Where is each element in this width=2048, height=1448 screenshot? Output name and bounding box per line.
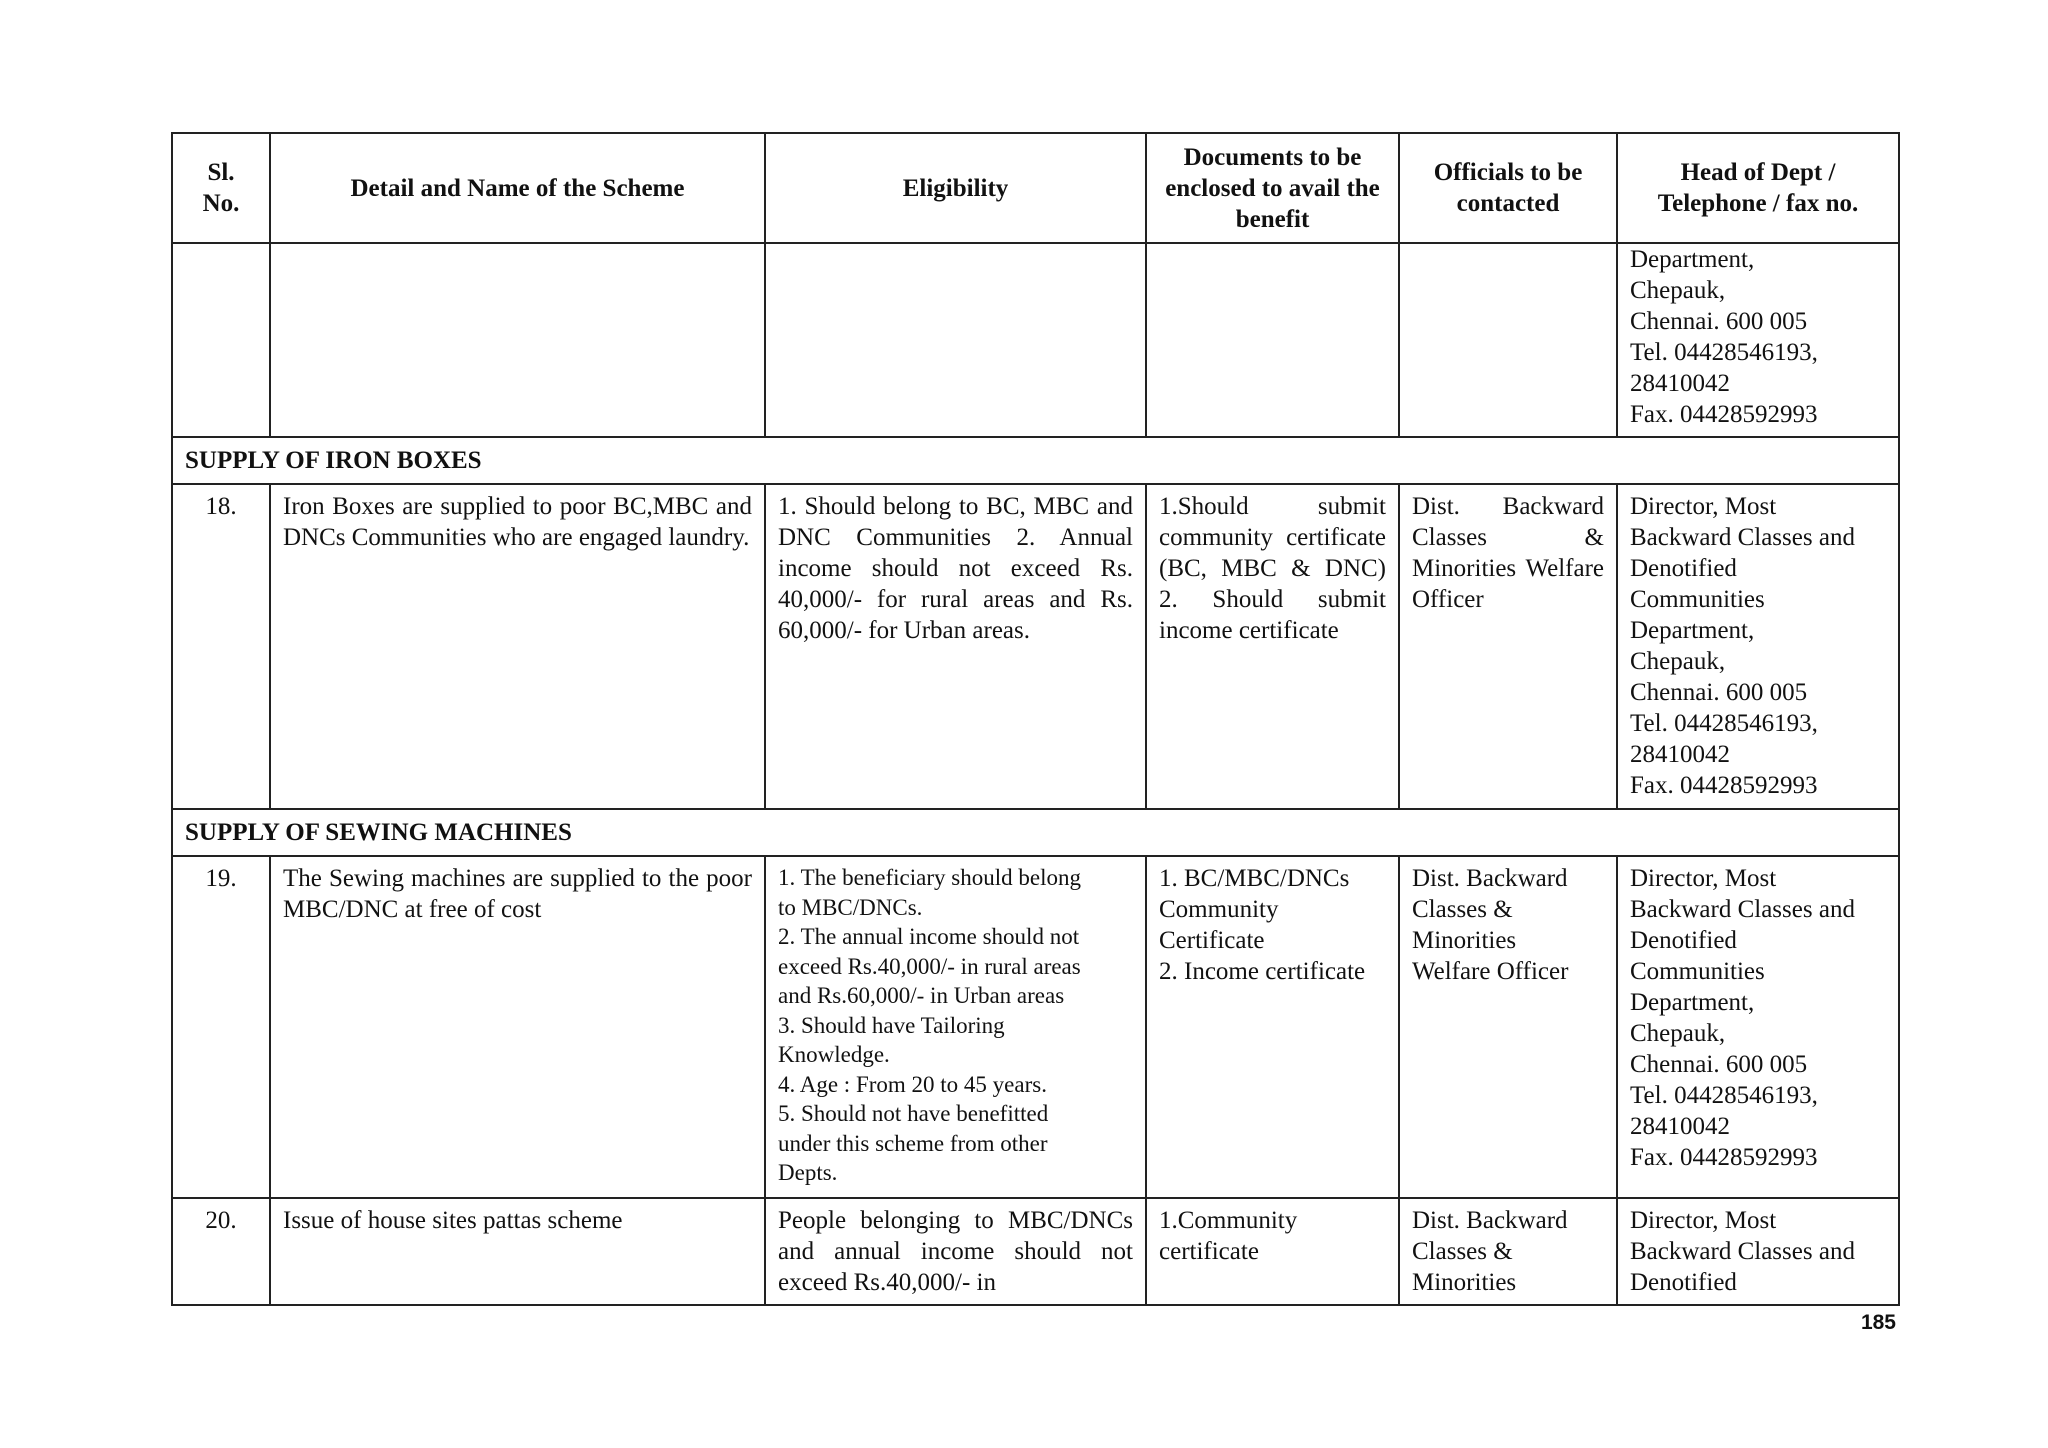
page-number: 185	[1860, 1311, 1896, 1334]
head-line: Department,	[1630, 617, 1755, 644]
head-line: Department,	[1630, 246, 1755, 273]
cell-officials: Dist. Backward Classes & Minorities Welfare Officer	[1399, 484, 1617, 809]
head-line: Fax. 04428592993	[1630, 772, 1818, 799]
eligibility-line: and Rs.60,000/- in Urban areas	[778, 983, 1065, 1008]
table-row-20	[172, 1198, 1899, 1305]
eligibility-line: to MBC/DNCs.	[778, 894, 923, 920]
cell-documents	[1146, 243, 1399, 437]
head-line: Director, Most	[1630, 865, 1777, 892]
cell-sl-no: 19.	[172, 856, 270, 1198]
cell-head-of-dept	[1617, 484, 1899, 809]
eligibility-line: under this scheme from other	[778, 1130, 1048, 1156]
header-sl-no: Sl. No.	[172, 133, 270, 243]
head-line: Director, Most	[1630, 1207, 1777, 1234]
head-line: Tel. 04428546193,	[1630, 710, 1818, 737]
eligibility-line: Depts.	[778, 1160, 838, 1185]
cell-eligibility	[765, 243, 1146, 437]
table-header-row	[172, 133, 1899, 243]
head-line: Chepauk,	[1630, 1020, 1726, 1047]
cell-officials	[1399, 1198, 1617, 1305]
section-title: SUPPLY OF IRON BOXES	[172, 437, 1899, 484]
officials-line: Welfare Officer	[1412, 958, 1569, 985]
officials-line: Minorities	[1412, 927, 1517, 954]
cell-officials	[1399, 856, 1617, 1198]
header-head-of-dept: Head of Dept / Telephone / fax no.	[1617, 133, 1899, 243]
cell-documents: 1.Should submit community certificate (BC, MBC & DNC) 2. Should submit income certificate	[1146, 484, 1399, 809]
cell-sl-no: 20.	[172, 1198, 270, 1305]
officials-line: Classes &	[1412, 1238, 1513, 1265]
schemes-table	[171, 132, 1900, 1306]
head-line: Chennai. 600 005	[1630, 679, 1808, 706]
cell-sl-no	[172, 243, 270, 437]
header-documents: Documents to be enclosed to avail the benefit	[1146, 133, 1399, 243]
section-row-iron-boxes	[172, 437, 1899, 484]
head-line: Tel. 04428546193,	[1630, 1082, 1818, 1109]
head-line: 28410042	[1630, 741, 1730, 768]
cell-officials	[1399, 243, 1617, 437]
section-title: SUPPLY OF SEWING MACHINES	[172, 809, 1899, 856]
officials-line: Classes &	[1412, 896, 1513, 923]
header-scheme: Detail and Name of the Scheme	[270, 133, 765, 243]
head-line: Fax. 04428592993	[1630, 401, 1818, 428]
head-line: Department,	[1630, 989, 1755, 1016]
head-line: 28410042	[1630, 1113, 1730, 1140]
table-row-continued	[172, 243, 1899, 437]
head-line: Fax. 04428592993	[1630, 1144, 1818, 1171]
eligibility-line: 5. Should not have benefitted	[778, 1101, 1049, 1126]
documents-line: Certificate	[1159, 927, 1265, 954]
cell-scheme: The Sewing machines are supplied to the poor MBC/DNC at free of cost	[270, 856, 765, 1198]
head-line: Denotified	[1630, 927, 1737, 954]
head-line: Denotified	[1630, 1269, 1737, 1296]
cell-sl-no: 18.	[172, 484, 270, 809]
head-line: Chepauk,	[1630, 277, 1726, 304]
head-line: Chepauk,	[1630, 648, 1726, 675]
cell-scheme	[270, 243, 765, 437]
documents-line: 2. Income certificate	[1159, 958, 1366, 985]
cell-scheme: Iron Boxes are supplied to poor BC,MBC and DNCs Communities who are engaged laundry.	[270, 484, 765, 809]
header-eligibility: Eligibility	[765, 133, 1146, 243]
cell-documents	[1146, 856, 1399, 1198]
eligibility-line: exceed Rs.40,000/- in rural areas	[778, 953, 1081, 979]
head-line: Communities	[1630, 586, 1765, 613]
eligibility-line: 1. The beneficiary should belong	[778, 865, 1081, 890]
head-line: Backward Classes and	[1630, 524, 1855, 551]
head-line: 28410042	[1630, 370, 1730, 397]
officials-line: Dist. Backward	[1412, 1207, 1568, 1234]
cell-head-of-dept	[1617, 856, 1899, 1198]
cell-eligibility: People belonging to MBC/DNCs and annual income should not exceed Rs.40,000/- in	[765, 1198, 1146, 1305]
officials-line: Minorities	[1412, 1269, 1517, 1296]
table-row-19	[172, 856, 1899, 1198]
cell-head-of-dept	[1617, 243, 1899, 437]
head-line: Chennai. 600 005	[1630, 1051, 1808, 1078]
documents-line: certificate	[1159, 1238, 1259, 1265]
eligibility-line: 4. Age : From 20 to 45 years.	[778, 1071, 1047, 1097]
head-line: Chennai. 600 005	[1630, 308, 1808, 335]
documents-line: 1. BC/MBC/DNCs	[1159, 865, 1350, 892]
cell-eligibility: 1. Should belong to BC, MBC and DNC Communities 2. Annual income should not exceed Rs. 40,000/- for rural areas and Rs. 60,000/- for Urban areas.	[765, 484, 1146, 809]
cell-documents	[1146, 1198, 1399, 1305]
officials-line: Dist. Backward	[1412, 865, 1568, 892]
documents-line: Community	[1159, 896, 1279, 923]
eligibility-line: Knowledge.	[778, 1042, 890, 1067]
documents-line: 1.Community	[1159, 1207, 1298, 1234]
head-line: Communities	[1630, 958, 1765, 985]
head-line: Backward Classes and	[1630, 896, 1855, 923]
cell-scheme: Issue of house sites pattas scheme	[270, 1198, 765, 1305]
header-officials: Officials to be contacted	[1399, 133, 1617, 243]
eligibility-line: 2. The annual income should not	[778, 924, 1080, 949]
head-line: Tel. 04428546193,	[1630, 339, 1818, 366]
cell-eligibility	[765, 856, 1146, 1198]
head-line: Backward Classes and	[1630, 1238, 1855, 1265]
section-row-sewing-machines	[172, 809, 1899, 856]
table-row-18	[172, 484, 1899, 809]
cell-head-of-dept	[1617, 1198, 1899, 1305]
head-line: Director, Most	[1630, 493, 1777, 520]
head-line: Denotified	[1630, 555, 1737, 582]
eligibility-line: 3. Should have Tailoring	[778, 1012, 1005, 1038]
